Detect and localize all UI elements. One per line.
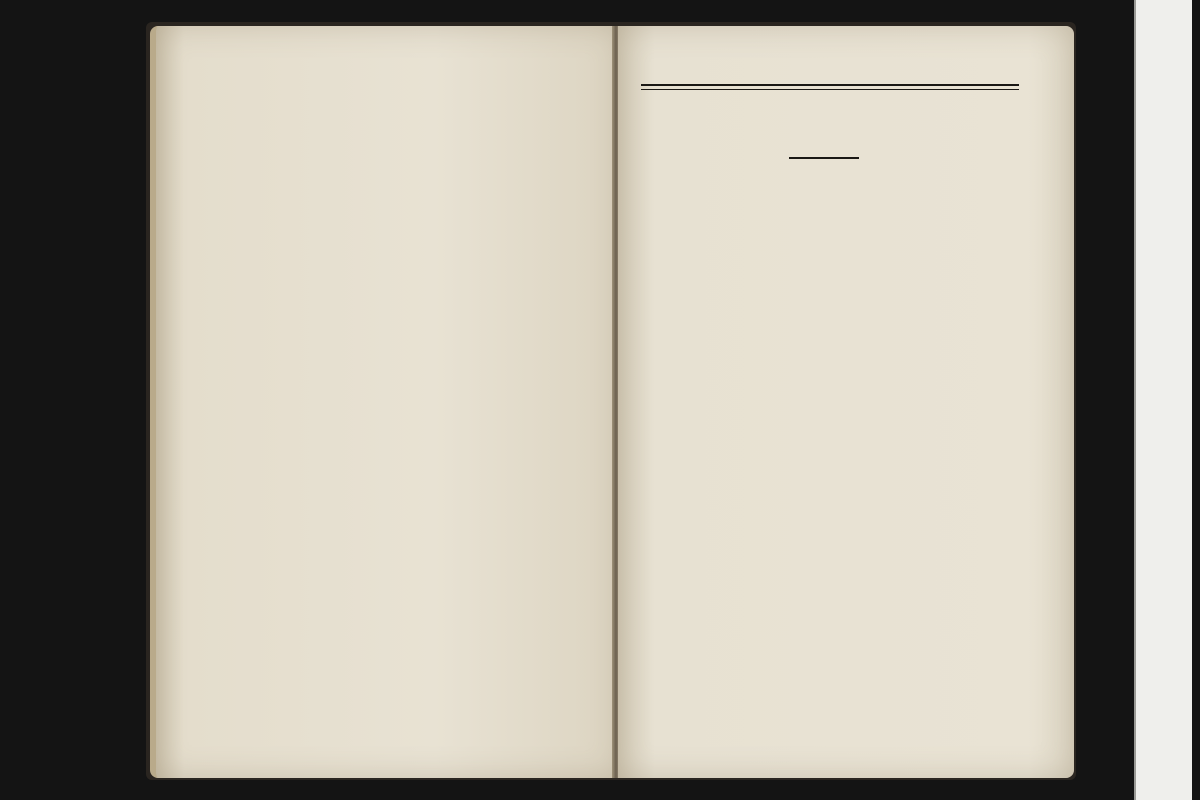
measuring-ruler [1134, 0, 1192, 800]
left-page [150, 26, 621, 778]
title-rule [789, 157, 859, 159]
header-rule [641, 84, 1019, 86]
right-page [618, 26, 1074, 778]
header-rule [641, 89, 1019, 90]
library-stamp [222, 700, 332, 740]
